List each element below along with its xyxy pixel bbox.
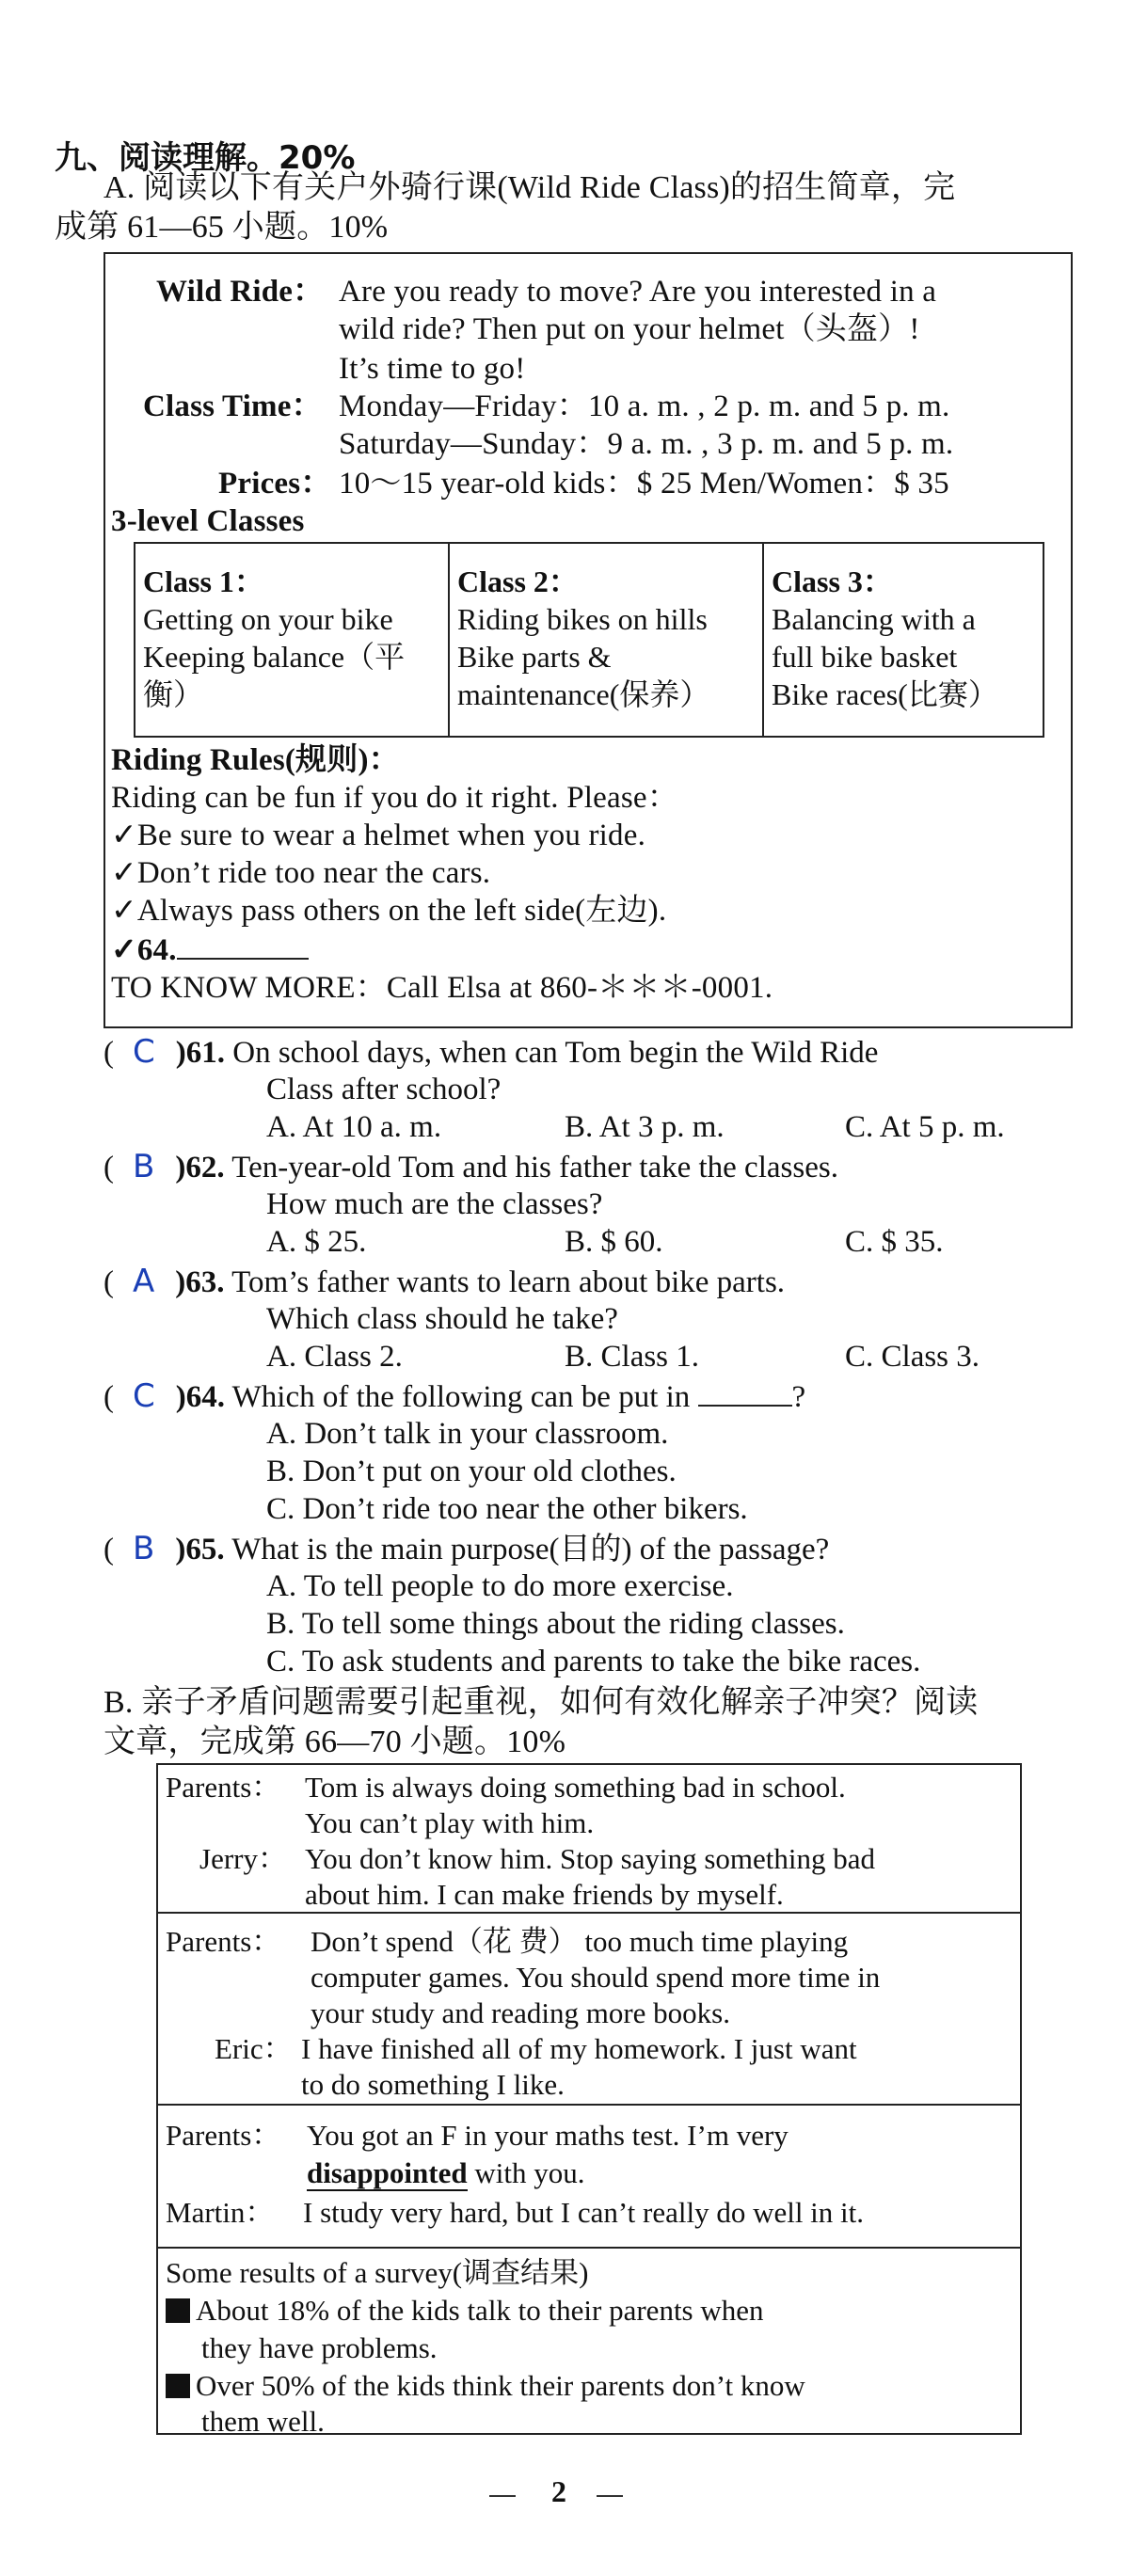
- box-divider: [156, 2104, 1022, 2106]
- q64-option: C. Don’t ride too near the other bikers.: [266, 1492, 748, 1526]
- rule-item: ✓Always pass others on the left side(左边).: [111, 894, 667, 928]
- class-time-text-1: Monday—Friday：10 a. m. , 2 p. m. and 5 p. m.: [339, 390, 950, 423]
- q64-option: B. Don’t put on your old clothes.: [266, 1455, 677, 1488]
- class-1-line: Getting on your bike: [143, 602, 393, 636]
- q65-option: A. To tell people to do more exercise.: [266, 1569, 734, 1603]
- class-3-line: full bike basket: [772, 640, 958, 674]
- part-b-intro-2: 文章，完成第 66—70 小题。10%: [104, 1725, 566, 1759]
- q63: ( A )63. Tom’s father wants to learn about bike parts.: [104, 1263, 786, 1300]
- keyword-disappointed: disappointed: [307, 2156, 468, 2189]
- q64: ( C )64. Which of the following can be put in ?: [104, 1377, 806, 1415]
- part-b-intro-1: B. 亲子矛盾问题需要引起重视，如何有效化解亲子冲突？阅读: [104, 1685, 979, 1720]
- wild-ride-text-3: It’s time to go!: [339, 352, 526, 386]
- q61-option: C. At 5 p. m.: [845, 1110, 1005, 1144]
- class-2-line: Riding bikes on hills: [457, 602, 708, 636]
- q65-option: B. To tell some things about the riding classes.: [266, 1607, 845, 1641]
- class-2-title: Class 2：: [457, 564, 579, 598]
- q63-option: C. Class 3.: [845, 1340, 980, 1374]
- dialog1-line: Tom is always doing something bad in school.: [305, 1771, 846, 1804]
- q62-line2: How much are the classes?: [266, 1187, 603, 1221]
- footer-dash: [489, 2495, 516, 2497]
- q61: ( C )61. On school days, when can Tom begin the Wild Ride: [104, 1033, 879, 1071]
- q62-option: C. $ 35.: [845, 1225, 944, 1259]
- class-2-line: maintenance(保养）: [457, 677, 710, 711]
- dialog2-line: computer games. You should spend more time in: [311, 1961, 881, 1994]
- answer-64: C: [133, 1377, 155, 1415]
- dialog1-line: about him. I can make friends by myself.: [305, 1878, 784, 1911]
- rules-intro: Riding can be fun if you do it right. Please：: [111, 781, 678, 815]
- survey-item-cont: they have problems.: [201, 2331, 438, 2364]
- q61-option: A. At 10 a. m.: [266, 1110, 442, 1144]
- q63-line2: Which class should he take?: [266, 1302, 618, 1336]
- table-divider: [762, 542, 764, 738]
- class-1-line: 衡）: [143, 677, 204, 711]
- dialog3-speaker2: Martin：: [166, 2196, 275, 2229]
- class-time-label: Class Time：: [143, 390, 323, 423]
- answer-62: B: [133, 1148, 155, 1185]
- dialog3-speaker1: Parents：: [166, 2119, 281, 2152]
- class-2-line: Bike parts &: [457, 640, 612, 674]
- dialog2-line: I have finished all of my homework. I just want: [301, 2032, 857, 2065]
- q65: ( B )65. What is the main purpose(目的) of the passage?: [104, 1530, 830, 1567]
- rule-64: ✓64.: [111, 931, 309, 969]
- wild-ride-text-2: wild ride? Then put on your helmet（头盔）!: [339, 312, 920, 346]
- prices-label: Prices：: [218, 467, 332, 501]
- rules-heading: Riding Rules(规则)：: [111, 743, 400, 777]
- dialog1-speaker2: Jerry：: [199, 1842, 287, 1875]
- survey-item-cont: them well.: [201, 2405, 325, 2438]
- q62: ( B )62. Ten-year-old Tom and his father take the classes.: [104, 1148, 838, 1185]
- class-3-line: Balancing with a: [772, 602, 976, 636]
- dialog2-line: your study and reading more books.: [311, 1996, 730, 2029]
- section-heading: 九、阅读理解。20%: [55, 139, 356, 177]
- box-divider: [156, 2247, 1022, 2249]
- wild-ride-label: Wild Ride：: [156, 275, 325, 309]
- part-a-intro-1: A. 阅读以下有关户外骑行课(Wild Ride Class)的招生简章，完: [104, 170, 956, 205]
- answer-61: C: [133, 1033, 155, 1071]
- prices-text: 10～15 year-old kids：$ 25 Men/Women：$ 35: [339, 467, 949, 501]
- dialog2-line: Don’t spend（花 费） too much time playing: [311, 1925, 849, 1958]
- q62-option: B. $ 60.: [565, 1225, 663, 1259]
- answer-63: A: [133, 1263, 155, 1300]
- rule-item: ✓Don’t ride too near the cars.: [111, 856, 491, 890]
- dialog1-line: You don’t know him. Stop saying something bad: [305, 1842, 875, 1875]
- answer-65: B: [133, 1530, 155, 1567]
- contact-line: TO KNOW MORE：Call Elsa at 860-＊＊＊-0001.: [111, 971, 773, 1005]
- table-divider: [448, 542, 450, 738]
- dialog1-speaker1: Parents：: [166, 1771, 281, 1804]
- page-number: 2: [551, 2474, 566, 2508]
- class-time-text-2: Saturday—Sunday：9 a. m. , 3 p. m. and 5 p. m.: [339, 427, 954, 461]
- dialog3-line: I study very hard, but I can’t really do well in it.: [303, 2196, 865, 2229]
- q63-option: A. Class 2.: [266, 1340, 403, 1374]
- class-1-line: Keeping balance（平: [143, 640, 406, 674]
- q61-line2: Class after school?: [266, 1073, 502, 1106]
- dialog1-line: You can’t play with him.: [305, 1806, 595, 1839]
- survey-title: Some results of a survey(调查结果): [166, 2256, 589, 2289]
- dialog2-speaker1: Parents：: [166, 1925, 281, 1958]
- q62-option: A. $ 25.: [266, 1225, 367, 1259]
- dialog2-line: to do something I like.: [301, 2068, 565, 2101]
- dialog2-speaker2: Eric：: [215, 2032, 293, 2065]
- class-3-title: Class 3：: [772, 564, 893, 598]
- q64-option: A. Don’t talk in your classroom.: [266, 1417, 669, 1451]
- bullet-square-icon: [166, 2298, 190, 2323]
- survey-item: Over 50% of the kids think their parents don’t know: [166, 2367, 805, 2405]
- footer-dash: [597, 2495, 623, 2497]
- rule-item: ✓Be sure to wear a helmet when you ride.: [111, 819, 646, 852]
- class-1-title: Class 1：: [143, 564, 264, 598]
- q63-option: B. Class 1.: [565, 1340, 700, 1374]
- survey-item: About 18% of the kids talk to their parents when: [166, 2292, 764, 2330]
- levels-heading: 3-level Classes: [111, 504, 305, 538]
- part-a-intro-2: 成第 61—65 小题。10%: [55, 210, 389, 245]
- dialog3-line: You got an F in your maths test. I’m very: [307, 2119, 789, 2152]
- dialog3-line: disappointed with you.: [307, 2156, 585, 2189]
- bullet-square-icon: [166, 2374, 190, 2398]
- q65-option: C. To ask students and parents to take the bike races.: [266, 1645, 921, 1678]
- wild-ride-text-1: Are you ready to move? Are you interested in a: [339, 275, 937, 309]
- class-3-line: Bike races(比赛）: [772, 677, 998, 711]
- q61-option: B. At 3 p. m.: [565, 1110, 725, 1144]
